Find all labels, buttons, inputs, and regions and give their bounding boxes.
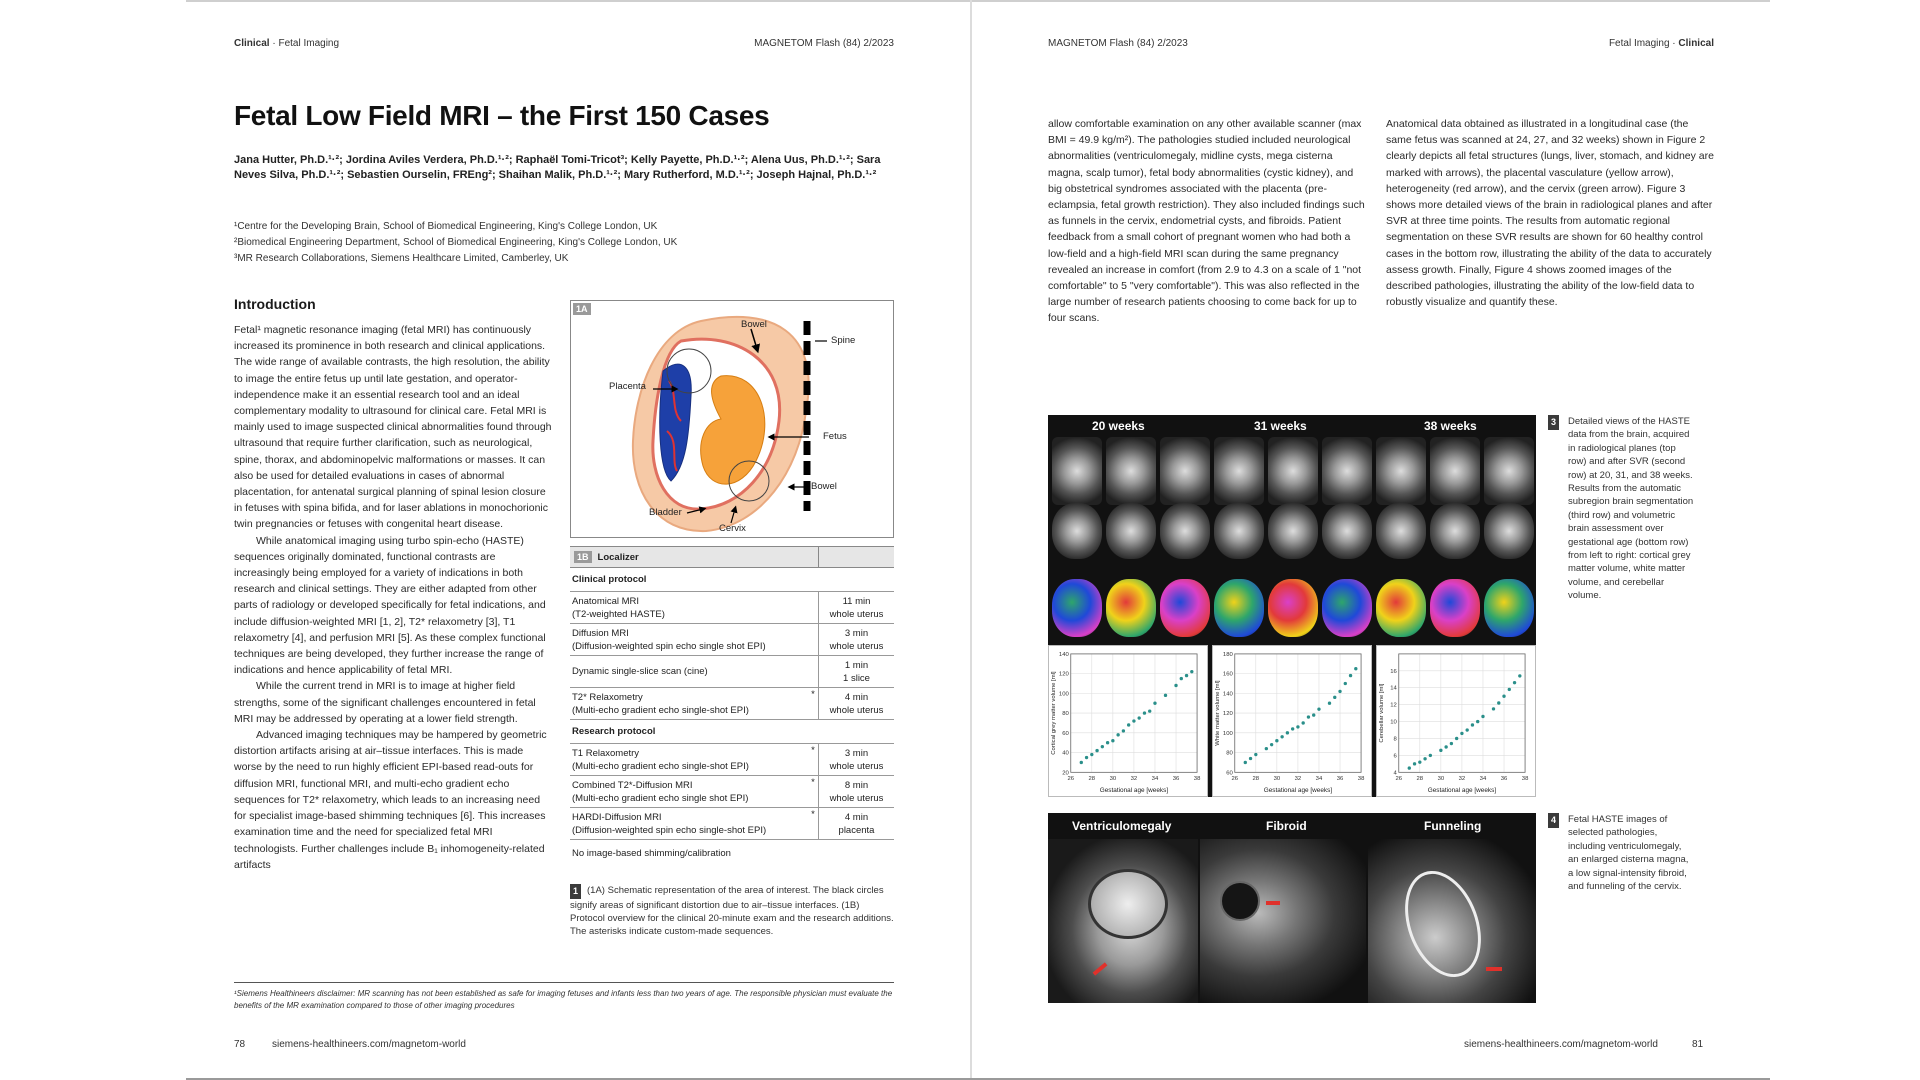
data-point: [1122, 729, 1125, 732]
left-issue: MAGNETOM Flash (84) 2/2023: [754, 38, 894, 49]
x-axis-label: Gestational age [weeks]: [1427, 787, 1497, 795]
right-page-number: 81: [1692, 1039, 1704, 1050]
data-point: [1090, 753, 1093, 756]
data-point: [1164, 694, 1167, 697]
data-point: [1450, 742, 1453, 745]
article-title: Fetal Low Field MRI – the First 150 Cases: [234, 100, 770, 131]
data-point: [1132, 719, 1135, 722]
x-tick-label: 30: [1273, 776, 1281, 783]
data-point: [1518, 674, 1521, 677]
data-point: [1333, 696, 1336, 699]
y-tick-label: 20: [1062, 770, 1069, 777]
y-tick-label: 100: [1222, 730, 1233, 737]
y-tick-label: 160: [1222, 671, 1233, 678]
segmentation-image: [1322, 579, 1372, 637]
affiliation-3: ³MR Research Collaborations, Siemens Healthcare Limited, Camberley, UK: [234, 253, 569, 264]
mri-slice-image: [1430, 503, 1480, 559]
header-subsection: Fetal Imaging: [278, 38, 340, 49]
figure-3-caption: [1548, 415, 1694, 603]
data-point: [1307, 715, 1310, 718]
intro-heading: Introduction: [234, 296, 316, 312]
data-point: [1190, 670, 1193, 673]
intro-paragraph: While the current trend in MRI is to image at higher field strengths, some of the significant challenges encountered in fetal MRI may be addressed by operating at a lower field strength.: [234, 680, 536, 725]
label-placenta: Placenta: [609, 381, 646, 392]
sequence-name: Anatomical MRI (T2-weighted HASTE): [572, 595, 665, 620]
x-tick-label: 38: [1193, 776, 1201, 783]
x-tick-label: 28: [1252, 776, 1260, 783]
figure-1-caption: [570, 884, 894, 938]
x-tick-label: 36: [1500, 776, 1508, 783]
data-point: [1127, 723, 1130, 726]
y-tick-label: 6: [1393, 753, 1397, 760]
x-tick-label: 26: [1395, 776, 1403, 783]
mri-slice-image: [1376, 437, 1426, 505]
data-point: [1455, 737, 1458, 740]
data-point: [1116, 733, 1119, 736]
data-point: [1275, 739, 1278, 742]
y-tick-label: 120: [1222, 711, 1233, 718]
label-fetus: Fetus: [823, 431, 847, 442]
x-tick-label: 34: [1479, 776, 1487, 783]
data-point: [1106, 741, 1109, 744]
pathology-label: Funneling: [1424, 819, 1482, 833]
data-point: [1143, 711, 1146, 714]
left-page: [186, 0, 970, 1080]
sequence-duration: 1 min 1 slice: [818, 656, 894, 687]
mri-slice-image: [1430, 437, 1480, 505]
sequence-duration: 8 min whole uterus: [818, 776, 894, 807]
week-label: 31 weeks: [1254, 419, 1307, 433]
x-tick-label: 26: [1067, 776, 1075, 783]
mri-slice-image: [1052, 503, 1102, 559]
y-tick-label: 14: [1390, 685, 1397, 692]
custom-asterisk: *: [811, 777, 815, 788]
sequence-duration: 4 min placenta: [818, 808, 894, 839]
intro-text: [234, 322, 552, 873]
right-running-header: Fetal Imaging · Clinical: [1608, 38, 1714, 49]
data-point: [1328, 702, 1331, 705]
sequence-name: Diffusion MRI (Diffusion-weighted spin echo single shot EPI): [572, 627, 766, 652]
data-point: [1354, 667, 1357, 670]
data-point: [1502, 695, 1505, 698]
data-point: [1513, 681, 1516, 684]
body-column-2: Anatomical data obtained as illustrated in a longitudinal case (the same fetus was scanned at 24, 27, and 32 weeks) shown in Figure 2 clearly depicts all fetal structures (lungs, liver, stomach, and kidney are marked with arrows), the placental vasculature (yellow arrow), heterogeneity (red arrow), and the cervix (green arrow). Figure 3 shows more detailed views of the brain in radiological planes and after SVR at three time points. The results from automatic regional segmentation on these SVR results are shown for 60 healthy control cases in the bottom row, illustrating the ability of the data to accurately assess growth. Finally, Figure 4 shows zoomed images of the described pathologies, illustrating the ability of the low-field data to robustly visualize and quantify these.: [1386, 118, 1714, 309]
data-point: [1344, 682, 1347, 685]
custom-asterisk: *: [811, 809, 815, 820]
x-tick-label: 34: [1151, 776, 1159, 783]
protocol-row: [570, 688, 894, 720]
y-tick-label: 140: [1222, 691, 1233, 698]
arrow-marker: [1093, 962, 1108, 975]
week-label: 20 weeks: [1092, 419, 1145, 433]
figure-1b-protocol-table: [570, 546, 894, 867]
protocol-row: [570, 592, 894, 624]
sequence-duration: 3 min whole uterus: [818, 624, 894, 655]
ventriculomegaly-image: [1048, 839, 1198, 1003]
cerebellar-volume-chart: [1376, 645, 1536, 797]
figure-4-pathologies: [1048, 813, 1536, 1003]
segmentation-image: [1160, 579, 1210, 637]
segmentation-image: [1106, 579, 1156, 637]
custom-asterisk: *: [811, 689, 815, 700]
data-point: [1302, 721, 1305, 724]
x-tick-label: 26: [1231, 776, 1239, 783]
custom-asterisk: [808, 592, 818, 593]
data-point: [1280, 735, 1283, 738]
segmentation-image: [1052, 579, 1102, 637]
mri-slice-image: [1214, 503, 1264, 559]
y-axis-label: Cortical grey matter volume [ml]: [1050, 671, 1057, 755]
data-point: [1249, 757, 1252, 760]
data-point: [1270, 743, 1273, 746]
y-axis-label: White matter volume [ml]: [1214, 680, 1221, 746]
y-tick-label: 120: [1058, 671, 1069, 678]
header-subsection: Fetal Imaging: [1608, 38, 1670, 49]
localizer-label: Localizer: [597, 551, 639, 563]
y-tick-label: 80: [1062, 711, 1069, 718]
intro-paragraph: While anatomical imaging using turbo spin-echo (HASTE) sequences originally dominated, functional contrasts are increasingly being employed for a variety of indications in both research and clinical settings. They are either adapted from other parts of radiology or developed specifically for fetal indications, and include diffusion-weighted MRI [1, 2], T2* relaxometry [3], T1 relaxometry [4], and perfusion MRI [5]. As these complex functional techniques are being developed, they further increase the range of indications and hence applicability of fetal MRI.: [234, 534, 546, 677]
data-point: [1244, 761, 1247, 764]
data-point: [1254, 753, 1257, 756]
custom-asterisk: *: [811, 745, 815, 756]
sequence-duration: 4 min whole uterus: [818, 688, 894, 719]
right-issue: MAGNETOM Flash (84) 2/2023: [1048, 38, 1188, 49]
data-point: [1080, 761, 1083, 764]
caption-text: Detailed views of the HASTE data from the brain, acquired in radiological planes (top row) and after SVR (second row) at 20, 31, and 38 weeks. Results from the automatic subregion brain segmentation (third row) and volumetric brain assessment over gestational age (bottom row) from left to right: cortical grey matter volume, white matter volume, and cerebellar volume.: [1568, 416, 1694, 602]
y-tick-label: 80: [1226, 750, 1233, 757]
mri-slice-image: [1268, 503, 1318, 559]
y-tick-label: 8: [1393, 736, 1397, 743]
clinical-rows: [570, 592, 894, 720]
affiliation-1: ¹Centre for the Developing Brain, School of Biomedical Engineering, King's College London, UK: [234, 221, 658, 232]
funneling-image: [1368, 839, 1536, 1003]
x-tick-label: 34: [1315, 776, 1323, 783]
data-point: [1153, 702, 1156, 705]
data-point: [1429, 754, 1432, 757]
data-point: [1423, 757, 1426, 760]
data-point: [1349, 674, 1352, 677]
shimming-note: No image-based shimming/calibration: [572, 848, 731, 859]
sequence-name: T2* Relaxometry (Multi-echo gradient echo single-shot EPI): [572, 691, 749, 716]
data-point: [1508, 688, 1511, 691]
mri-slice-image: [1106, 503, 1156, 559]
white-matter-volume-chart: [1212, 645, 1372, 797]
caption-text: Fetal HASTE images of selected pathologies, including ventriculomegaly, an enlarged cisterna magna, a low signal-intensity fibroid, and funneling of the cervix.: [1568, 814, 1689, 893]
x-tick-label: 30: [1437, 776, 1445, 783]
footnote-rule: [234, 982, 894, 983]
mri-slice-image: [1376, 503, 1426, 559]
data-point: [1460, 732, 1463, 735]
week-label: 38 weeks: [1424, 419, 1477, 433]
x-tick-label: 32: [1458, 776, 1466, 783]
right-page: [972, 0, 1770, 1080]
affiliations: [234, 219, 854, 267]
figure-4-caption: [1548, 813, 1694, 893]
data-point: [1444, 745, 1447, 748]
footnote: ¹Siemens Healthineers disclaimer: MR scanning has not been established as safe for imaging fetuses and infants less than two years of age. The responsible physician must evaluate the benefits of the MR examination compared to those of other imaging procedures: [234, 989, 893, 1010]
cortical-volume-chart: [1048, 645, 1208, 797]
data-point: [1095, 749, 1098, 752]
label-bladder: Bladder: [649, 507, 682, 518]
mri-slice-image: [1052, 437, 1102, 505]
mri-slice-image: [1106, 437, 1156, 505]
y-tick-label: 12: [1390, 702, 1397, 709]
x-tick-label: 38: [1521, 776, 1529, 783]
label-cervix: Cervix: [719, 523, 746, 534]
mri-slice-image: [1160, 503, 1210, 559]
x-tick-label: 36: [1172, 776, 1180, 783]
header-section: Clinical: [1678, 38, 1714, 49]
figure-tag: 1B: [574, 551, 592, 563]
data-point: [1476, 720, 1479, 723]
figure-tag: 1: [570, 884, 581, 899]
data-point: [1413, 762, 1416, 765]
sequence-duration: 3 min whole uterus: [818, 744, 894, 775]
data-point: [1291, 727, 1294, 730]
y-tick-label: 4: [1393, 770, 1397, 777]
custom-asterisk: [808, 656, 818, 657]
x-tick-label: 32: [1130, 776, 1138, 783]
fibroid-image: [1200, 839, 1366, 1003]
data-point: [1265, 747, 1268, 750]
data-point: [1174, 684, 1177, 687]
sequence-name: Dynamic single-slice scan (cine): [572, 666, 708, 677]
x-tick-label: 28: [1416, 776, 1424, 783]
mri-slice-image: [1268, 437, 1318, 505]
right-url: siemens-healthineers.com/magnetom-world: [1464, 1039, 1658, 1050]
data-point: [1418, 760, 1421, 763]
data-point: [1439, 749, 1442, 752]
affiliation-2: ²Biomedical Engineering Department, School of Biomedical Engineering, King's College London, UK: [234, 237, 678, 248]
body-column-1: allow comfortable examination on any other available scanner (max BMI = 49.9 kg/m²). The pathologies studied included neurological abnormalities (ventriculomegaly, midline cysts, mega cisterna magna, scalp tumor), fetal body abnormalities (cystic kidney), and big obstetrical syndromes associated with the placenta (pre-eclampsia, fetal growth restriction). They also included findings such as funnels in the cervix, endometrial cysts, and fibroids. Patient feedback from a small cohort of pregnant women who had both a low-field and a high-field MRI scan during the same pregnancy revealed an increase in comfort (from 2.9 to 4.3 on a scale of 1 "not comfortable" to 5 "very comfortable"). This was also reflected in the large number of research patients choosing to come back for up to four scans.: [1048, 118, 1365, 325]
x-tick-label: 28: [1088, 776, 1096, 783]
figure-tag: 3: [1548, 415, 1559, 430]
figure-1a-schematic: [570, 300, 894, 538]
protocol-row: [570, 808, 894, 840]
data-point: [1408, 766, 1411, 769]
data-point: [1497, 701, 1500, 704]
data-point: [1296, 725, 1299, 728]
data-point: [1481, 715, 1484, 718]
mri-slice-image: [1322, 437, 1372, 505]
left-running-header: Clinical · Fetal Imaging: [234, 38, 340, 49]
protocol-row: [570, 656, 894, 688]
data-point: [1312, 713, 1315, 716]
left-url: siemens-healthineers.com/magnetom-world: [272, 1039, 466, 1050]
data-point: [1085, 756, 1088, 759]
segmentation-image: [1484, 579, 1534, 637]
x-axis-label: Gestational age [weeks]: [1263, 787, 1333, 795]
sequence-duration: 11 min whole uterus: [818, 592, 894, 623]
data-point: [1471, 723, 1474, 726]
table-header: [570, 546, 894, 568]
y-tick-label: 16: [1390, 668, 1397, 675]
left-page-number: 78: [234, 1039, 246, 1050]
intro-paragraph: Fetal¹ magnetic resonance imaging (fetal MRI) has continuously increased its prominence in both research and clinical applications. The wide range of available contrasts, the high resolution, the ability to image the entire fetus up until late gestation, and operator-independence make it an essential research tool and an ideal complementary modality to ultrasound for clinical care. Fetal MRI is mainly used to image suspected clinical abnormalities found through ultrasound that require further clarification, such as neurological, spine, thorax, and abdominopelvic malformations or masses. It can also be used for detailed evaluations in cases of abnormal placentation, for antenatal surgical planning of spinal lesion closure in fetuses with spina bifida, and for laser ablations in monochorionic twin pregnancies or fetuses with congenital heart disease.: [234, 324, 552, 531]
data-point: [1492, 707, 1495, 710]
x-tick-label: 30: [1109, 776, 1117, 783]
mri-slice-image: [1484, 437, 1534, 505]
x-axis-label: Gestational age [weeks]: [1099, 787, 1169, 795]
header-section: Clinical: [234, 38, 270, 49]
x-tick-label: 38: [1357, 776, 1365, 783]
data-point: [1138, 716, 1141, 719]
protocol-row: [570, 744, 894, 776]
figure-3-brain-panel: [1048, 415, 1536, 797]
mri-slice-image: [1214, 437, 1264, 505]
sequence-name: Combined T2*-Diffusion MRI (Multi-echo gradient echo single shot EPI): [572, 779, 749, 804]
figure-tag: 1A: [573, 303, 591, 315]
data-point: [1466, 728, 1469, 731]
pathology-label: Fibroid: [1266, 819, 1307, 833]
data-point: [1317, 707, 1320, 710]
y-tick-label: 60: [1226, 770, 1233, 777]
segmentation-image: [1430, 579, 1480, 637]
protocol-row: [570, 776, 894, 808]
segmentation-image: [1268, 579, 1318, 637]
sequence-name: T1 Relaxometry (Multi-echo gradient echo single-shot EPI): [572, 747, 749, 772]
label-spine: Spine: [831, 335, 856, 346]
clinical-protocol-heading: Clinical protocol: [570, 568, 894, 592]
label-bowel-bottom: Bowel: [811, 481, 837, 492]
label-bowel-top: Bowel: [741, 319, 767, 330]
y-tick-label: 180: [1222, 651, 1233, 658]
segmentation-image: [1376, 579, 1426, 637]
y-tick-label: 60: [1062, 730, 1069, 737]
y-tick-label: 100: [1058, 691, 1069, 698]
y-tick-label: 10: [1390, 719, 1397, 726]
x-tick-label: 32: [1294, 776, 1302, 783]
sequence-name: HARDI-Diffusion MRI (Diffusion-weighted spin echo single-shot EPI): [572, 811, 767, 836]
protocol-row: [570, 624, 894, 656]
data-point: [1111, 739, 1114, 742]
data-point: [1180, 677, 1183, 680]
custom-asterisk: [808, 624, 818, 625]
research-rows: [570, 744, 894, 840]
data-point: [1101, 745, 1104, 748]
y-axis-label: Cerebellar volume [ml]: [1378, 683, 1385, 743]
caption-text: (1A) Schematic representation of the area of interest. The black circles signify areas of significant distortion due to air–tissue interfaces. (1B) Protocol overview for the clinical 20-minute exam and the research additions. The asterisks indicate custom-made sequences.: [570, 885, 894, 937]
author-list: Jana Hutter, Ph.D.¹·²; Jordina Aviles Verdera, Ph.D.¹·²; Raphaël Tomi-Tricot³; Kelly Payette, Ph.D.¹·²; Alena Uus, Ph.D.¹·²; Sara Neves Silva, Ph.D.¹·²; Sebastien Ourselin, FREng²; Shaihan Malik, Ph.D.¹·²; Mary Rutherford, M.D.¹·²; Joseph Hajnal, Ph.D.¹·²: [234, 154, 881, 181]
data-point: [1148, 709, 1151, 712]
pathology-label: Ventriculomegaly: [1072, 819, 1172, 833]
mri-slice-image: [1484, 503, 1534, 559]
data-point: [1338, 690, 1341, 693]
intro-paragraph: Advanced imaging techniques may be hampered by geometric distortion artifacts arising at air–tissue interfaces. This is made worse by the need to run highly efficient EPI-based read-outs for diffusion MRI, functional MRI, and multi-echo gradient echo sequences for T2* relaxometry, which leads to an increasing need for specialist image-based shimming techniques [6]. This increases examination time and the need for specialized fetal MRI technologists. Further challenges include B₁ inhomogeneity-related artifacts: [234, 729, 547, 871]
segmentation-image: [1214, 579, 1264, 637]
x-tick-label: 36: [1336, 776, 1344, 783]
research-protocol-heading: Research protocol: [570, 720, 894, 744]
figure-tag: 4: [1548, 813, 1559, 828]
arrow-marker: [1486, 967, 1502, 971]
mri-slice-image: [1160, 437, 1210, 505]
data-point: [1185, 674, 1188, 677]
arrow-marker: [1266, 901, 1280, 905]
mri-slice-image: [1322, 503, 1372, 559]
data-point: [1286, 731, 1289, 734]
y-tick-label: 140: [1058, 651, 1069, 658]
y-tick-label: 40: [1062, 750, 1069, 757]
